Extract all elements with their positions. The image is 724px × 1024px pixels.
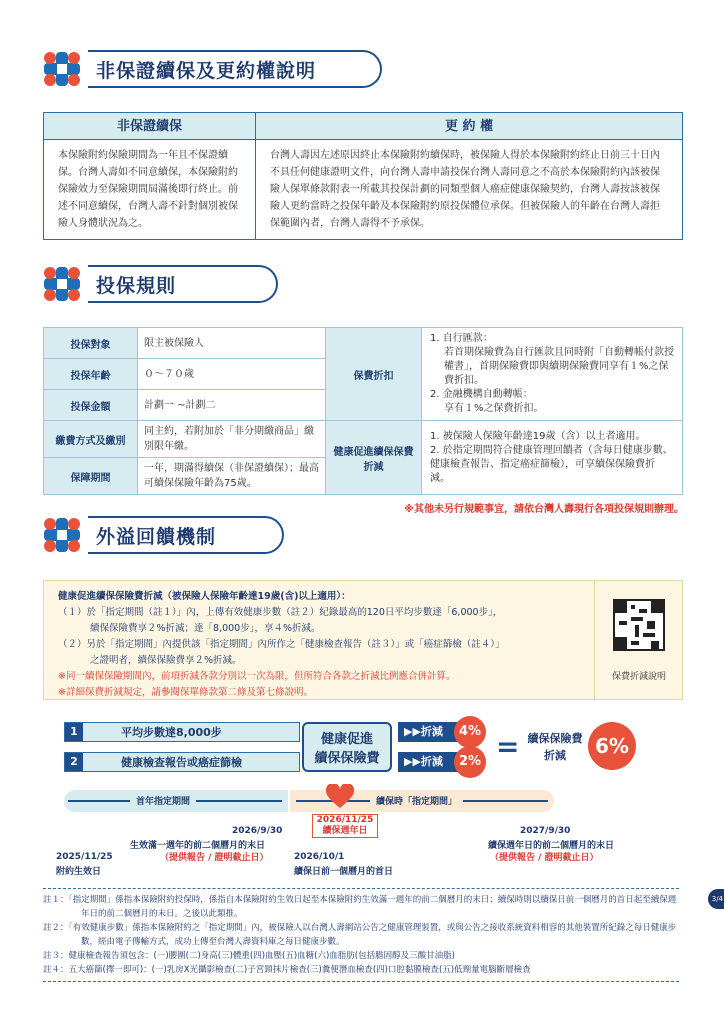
spillover-line: （１）於「指定期間（註１）」內，上傳有效健康步數（註２）紀錄最高的120日平均步數達「6,000步」，	[58, 607, 503, 618]
brand-cross-icon	[40, 50, 84, 88]
spillover-heading: 健康促進續保保險費折減（被保險人保險年齡達19歲(含)以上適用）：	[58, 591, 351, 602]
footnote: 註３：健康檢查報告須包含：(一)腰圍(二)身高(三)體重(四)血壓(五)血糖(六)血脂肪(包括膽固醇及三酸甘油脂)	[43, 951, 455, 961]
renewal-table	[43, 112, 683, 240]
rule-key: 投保年齡	[44, 359, 138, 390]
deadline-2-text: 續保週年日的前二個曆月的末日	[488, 841, 615, 851]
effective-label: 附約生效日	[56, 867, 102, 877]
first-year-label: 首年指定期間	[130, 794, 196, 807]
discount-4-badge: 4%	[454, 716, 486, 748]
spillover-note: ※同一續保保險期間內，前項折減各款分別以一次為限，但所符合各款之折減比例應合併計算。	[58, 671, 456, 682]
rule-value: 一年，期滿得續保（非保證續保）；最高可續保保險年齡為75歲。	[138, 458, 326, 495]
result-label	[520, 730, 590, 764]
rule-key: 保障期間	[44, 458, 138, 495]
rule-key: 投保對象	[44, 328, 138, 359]
effective-date: 2025/11/25	[56, 852, 113, 862]
non-guaranteed-text: 本保險附約保險期間為一年且不保證續保。台灣人壽如不同意續保，本保險附約保險效力至保險期間屆滿後即行終止。前述不同意續保，台灣人壽不針對個別被保險人身體狀況為之。	[44, 140, 256, 240]
deadline-1-date: 2026/9/30	[232, 826, 283, 836]
equals-sign: =	[496, 730, 520, 763]
rule-value: 限主被保險人	[138, 328, 326, 359]
renewal-label: 續保時「指定期間」	[370, 794, 463, 807]
footnotes	[43, 888, 679, 982]
condition-row-2	[64, 752, 300, 772]
footnote: 註２：「有效健康步數」係指本保險附約之「指定期間」內，被保險人以台灣人壽網站公告之健康管理裝置，或與公告之接收系統資料相容的其他裝置所紀錄之每日健康步數，經由電子傳輸方式，成功上傳至台灣人壽資料庫之每日健康步數。	[43, 923, 677, 947]
brand-cross-icon	[40, 265, 84, 303]
condition-label: 平均步數達8,000步	[121, 726, 222, 739]
premium-box-line: 續保保險費	[314, 751, 380, 766]
discount-line: 若首期保險費為自行匯款且同時附「自動轉帳付款授權書」，首期保險費即與續期保險費同享有１%之保費折扣。	[444, 347, 674, 386]
section-title-text: 外溢回饋機制	[96, 525, 217, 548]
section-title-text: 投保規則	[96, 274, 177, 297]
footnote: 註４：五大癌篩(擇一即可)：(一)乳房X光攝影檢查(二)子宮頸抹片檢查(三)糞便潛血檢查(四)口腔黏膜檢查(五)低劑量電腦斷層檢查	[43, 965, 531, 975]
discount-arrow: ▶▶折減	[398, 752, 460, 772]
rule-value: 計劃一 ~計劃二	[138, 390, 326, 421]
conversion-text: 台灣人壽因左述原因終止本保險附約續保時，被保險人得於本保險附約終止日前三十日內不具任何健康證明文件，向台灣人壽申請投保台灣人壽同意之不高於本保險附約內該被保險人保單條款附表一所載其投保計劃的同類型個人癌症健康保險契約，台灣人壽按該被保險人更約當時之投保年齡及本保險附約原投保體位承保。但被保險人的年齡在台灣人壽拒保範圍內者，台灣人壽得不予承保。	[256, 140, 683, 240]
rule-key: 繳費方式及繳別	[44, 421, 138, 458]
anniversary-badge	[312, 814, 378, 838]
discount-value	[422, 328, 683, 421]
section-title-spillover	[40, 516, 284, 554]
discount-2-badge: 2%	[454, 746, 486, 778]
result-line: 折減	[544, 749, 566, 762]
condition-number: 1	[65, 723, 83, 741]
heart-icon	[326, 784, 354, 810]
discount-key: 保費折扣	[326, 328, 422, 421]
discount-line: 享有１%之保費折扣。	[444, 403, 544, 414]
spillover-box	[43, 580, 683, 700]
qr-code-icon[interactable]	[613, 599, 665, 651]
premium-box-line: 健康促進	[320, 732, 373, 747]
deadline-2-date: 2027/9/30	[520, 826, 571, 836]
spillover-note: ※詳細保費折減規定，請參閱保單條款第二條及第七條說明。	[58, 687, 313, 698]
spillover-text	[44, 581, 596, 701]
col-header-non-guaranteed: 非保證續保	[44, 113, 256, 140]
discount-line: 1. 自行匯款：	[430, 333, 493, 344]
section-title-renewal	[40, 50, 384, 88]
brand-cross-icon	[40, 516, 84, 554]
section-title-text: 非保證續保及更約權說明	[96, 59, 317, 82]
renewal-start-date: 2026/10/1	[294, 852, 345, 862]
health-discount-key: 健康促進續保保費折減	[326, 421, 422, 495]
qr-label: 保費折減說明	[611, 672, 666, 682]
condition-row-1	[64, 722, 300, 742]
page-indicator: 3/4	[708, 889, 724, 909]
qr-panel	[594, 581, 682, 701]
discount-line: 2. 金融機構自動轉帳：	[430, 389, 533, 400]
anniversary-date: 2026/11/25	[316, 815, 374, 825]
total-discount-badge: 6%	[588, 722, 636, 770]
spillover-line: （２）另於「指定期間」內提供該「指定期間」內所作之「健康檢查報告（註３）」或「癌症篩檢（註４）」	[58, 639, 505, 650]
spillover-line: 之證明者，續保保險費享２%折減。	[90, 655, 242, 666]
condition-label: 健康檢查報告或癌症篩檢	[121, 756, 242, 769]
health-discount-value	[422, 421, 683, 495]
discount-line: 2. 於指定期間符合健康管理回饋者（含每日健康步數、健康檢查報告、指定癌症篩檢），可享續保保險費折減。	[430, 444, 673, 484]
rule-value: 同主約，若附加於「非分期繳商品」繳別限年繳。	[138, 421, 326, 458]
rule-key: 投保金額	[44, 390, 138, 421]
deadline-1-note: （提供報告 / 證明截止日）	[160, 853, 269, 863]
result-line: 續保保險費	[527, 732, 583, 745]
col-header-conversion: 更 約 權	[256, 113, 683, 140]
premium-box	[302, 722, 392, 772]
discount-arrow: ▶▶折減	[398, 722, 460, 742]
spillover-line: 續保保險費享２%折減；達「8,000步」，享４%折減。	[90, 623, 321, 634]
deadline-1-text: 生效滿一週年的前二個曆月的末日	[130, 841, 266, 851]
condition-number: 2	[65, 753, 83, 771]
renewal-start-label: 續保日前一個曆月的首日	[294, 867, 394, 877]
discount-line: 1. 被保險人保險年齡達19歲（含）以上者適用。	[430, 430, 646, 442]
anniversary-label: 續保週年日	[322, 826, 368, 836]
footnote: 註１：「指定期間」係指本保險附約投保時，係指自本保險附約生效日起至本保險附約生效滿一週年的前二個曆月的末日；續保時則以續保日前一個曆月的首日起至續保週年日的前二個曆月的末日。之後以此類推。	[43, 895, 677, 919]
deadline-2-note: （提供報告 / 證明截止日）	[490, 853, 599, 863]
rule-value: ０～７０歲	[138, 359, 326, 390]
rules-table	[43, 327, 683, 495]
section-title-rules	[40, 265, 240, 303]
rules-note: ※其他未另行規範事宜，請依台灣人壽現行各項投保規則辦理。	[404, 504, 684, 515]
